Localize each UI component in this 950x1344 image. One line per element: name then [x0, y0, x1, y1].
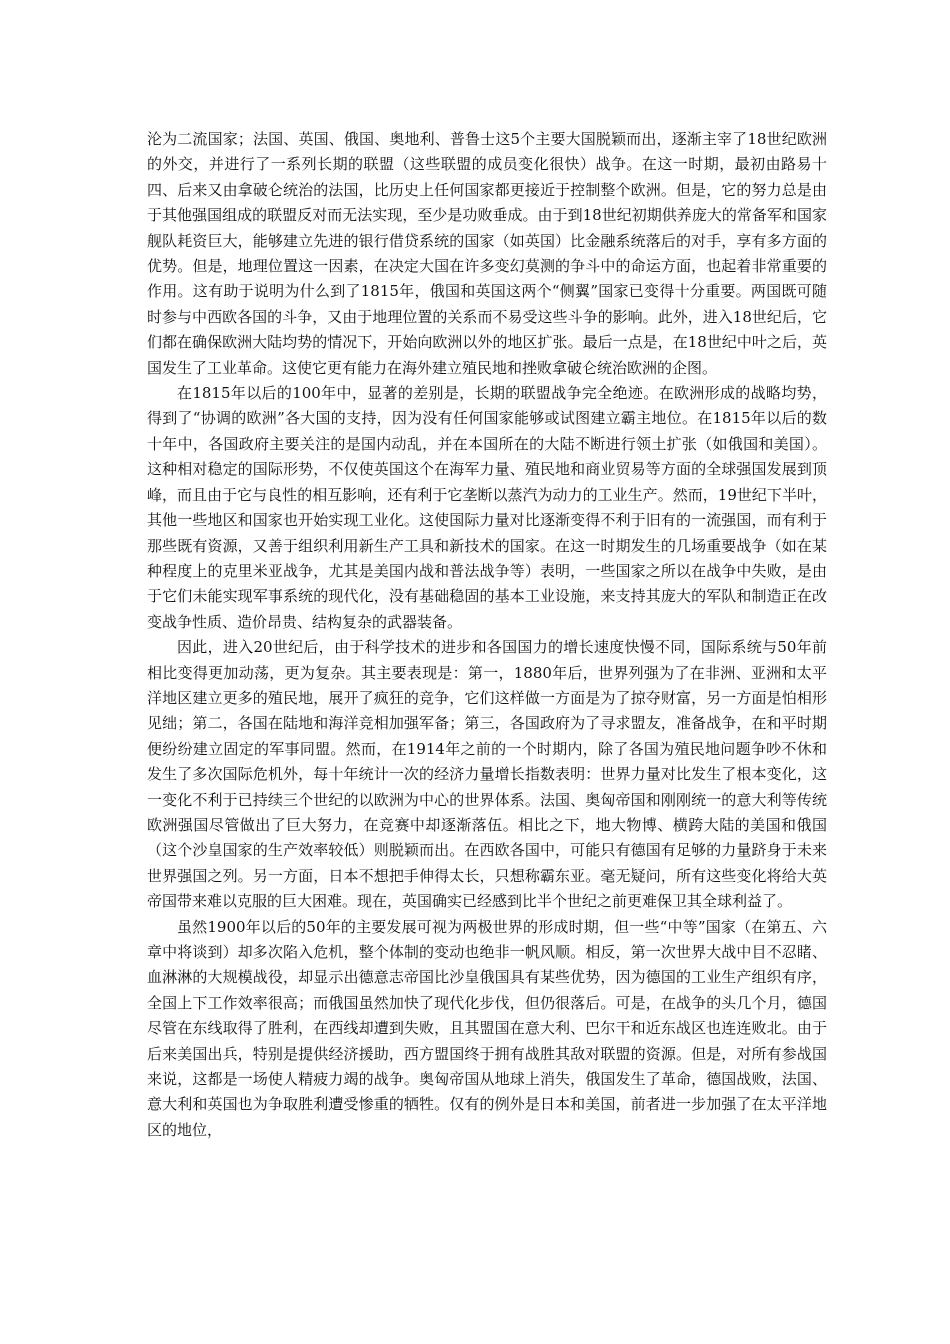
paragraph-3: 因此，进入20世纪后，由于科学技术的进步和各国国力的增长速度快慢不同，国际系统与50年前相比变得更加动荡，更为复杂。其主要表现是：第一，1880年后，世界列强为了在非洲、亚洲和太平洋地区建立更多的殖民地，展开了疯狂的竞争，它们这样做一方面是为了掠夺财富，另一方面是怕相形见绌；第二，各国在陆地和海洋竞相加强军备；第三，各国政府为了寻求盟友，准备战争，在和平时期便纷纷建立固定的军事同盟。然而，在1914年之前的一个时期内，除了各国为殖民地问题争吵不休和发生了多次国际危机外，每十年统计一次的经济力量增长指数表明：世界力量对比发生了根本变化，这一变化不利于已持续三个世纪的以欧洲为中心的世界体系。法国、奥匈帝国和刚刚统一的意大利等传统欧洲强国尽管做出了巨大努力，在竞赛中却逐渐落伍。相比之下，地大物博、横跨大陆的美国和俄国（这个沙皇国家的生产效率较低）则脱颖而出。在西欧各国中，可能只有德国有足够的力量跻身于未来世界强国之列。另一方面，日本不想把手伸得太长，只想称霸东亚。毫无疑问，所有这些变化将给大英帝国带来难以克服的巨大困难。现在，英国确实已经感到比半个世纪之前更难保卫其全球利益了。	[147, 638, 827, 911]
paragraph-2: 在1815年以后的100年中，显著的差别是，长期的联盟战争完全绝迹。在欧洲形成的战略均势，得到了“协调的欧洲”各大国的支持，因为没有任何国家能够或试图建立霸主地位。在1815年以后的数十年中，各国政府主要关注的是国内动乱，并在本国所在的大陆不断进行领土扩张（如俄国和美国）。这种相对稳定的国际形势，不仅使英国这个在海军力量、殖民地和商业贸易等方面的全球强国发展到顶峰，而且由于它与良性的相互影响，还有利于它垄断以蒸汽为动力的工业生产。然而，19世纪下半叶，其他一些地区和国家也开始实现工业化。这使国际力量对比逐渐变得不利于旧有的一流强国，而有利于那些既有资源，又善于组织利用新生产工具和新技术的国家。在这一时期发生的几场重要战争（如在某种程度上的克里米亚战争，尤其是美国内战和普法战争等）表明，一些国家之所以在战争中失败，是由于它们未能实现军事系统的现代化，没有基础稳固的基本工业设施，来支持其庞大的军队和制造正在改变战争性质、造价昂贵、结构复杂的武器装备。	[147, 384, 827, 631]
paragraph-1: 沦为二流国家；法国、英国、俄国、奥地利、普鲁士这5个主要大国脱颖而出，逐渐主宰了18世纪欧洲的外交，并进行了一系列长期的联盟（这些联盟的成员变化很快）战争。在这一时期，最初由路易十四、后来又由拿破仑统治的法国，比历史上任何国家都更接近于控制整个欧洲。但是，它的努力总是由于其他强国组成的联盟反对而无法实现，至少是功败垂成。由于到18世纪初期供养庞大的常备军和国家舰队耗资巨大，能够建立先进的银行借贷系统的国家（如英国）比金融系统落后的对手，享有多方面的优势。但是，地理位置这一因素，在决定大国在许多变幻莫测的争斗中的命运方面，也起着非常重要的作用。这有助于说明为什么到了1815年，俄国和英国这两个“侧翼”国家已变得十分重要。两国既可随时参与中西欧各国的斗争，又由于地理位置的关系而不易受这些斗争的影响。此外，进入18世纪后，它们都在确保欧洲大陆均势的情况下，开始向欧洲以外的地区扩张。最后一点是，在18世纪中叶之后，英国发生了工业革命。这使它更有能力在海外建立殖民地和挫败拿破仑统治欧洲的企图。	[147, 130, 827, 377]
document-body	[147, 127, 827, 1143]
paragraph-4: 虽然1900年以后的50年的主要发展可视为两极世界的形成时期，但一些“中等”国家（在第五、六章中将谈到）却多次陷入危机，整个体制的变动也绝非一帆风顺。相反，第一次世界大战中目不忍睹、血淋淋的大规模战役，却显示出德意志帝国比沙皇俄国具有某些优势，因为德国的工业生产组织有序，全国上下工作效率很高；而俄国虽然加快了现代化步伐，但仍很落后。可是，在战争的头几个月，德国尽管在东线取得了胜利，在西线却遭到失败，且其盟国在意大利、巴尔干和近东战区也连连败北。由于后来美国出兵，特别是提供经济援助，西方盟国终于拥有战胜其敌对联盟的资源。但是，对所有参战国来说，这都是一场使人精疲力竭的战争。奥匈帝国从地球上消失，俄国发生了革命，德国战败，法国、意大利和英国也为争取胜利遭受惨重的牺牲。仅有的例外是日本和美国，前者进一步加强了在太平洋地区的地位，	[147, 917, 827, 1139]
